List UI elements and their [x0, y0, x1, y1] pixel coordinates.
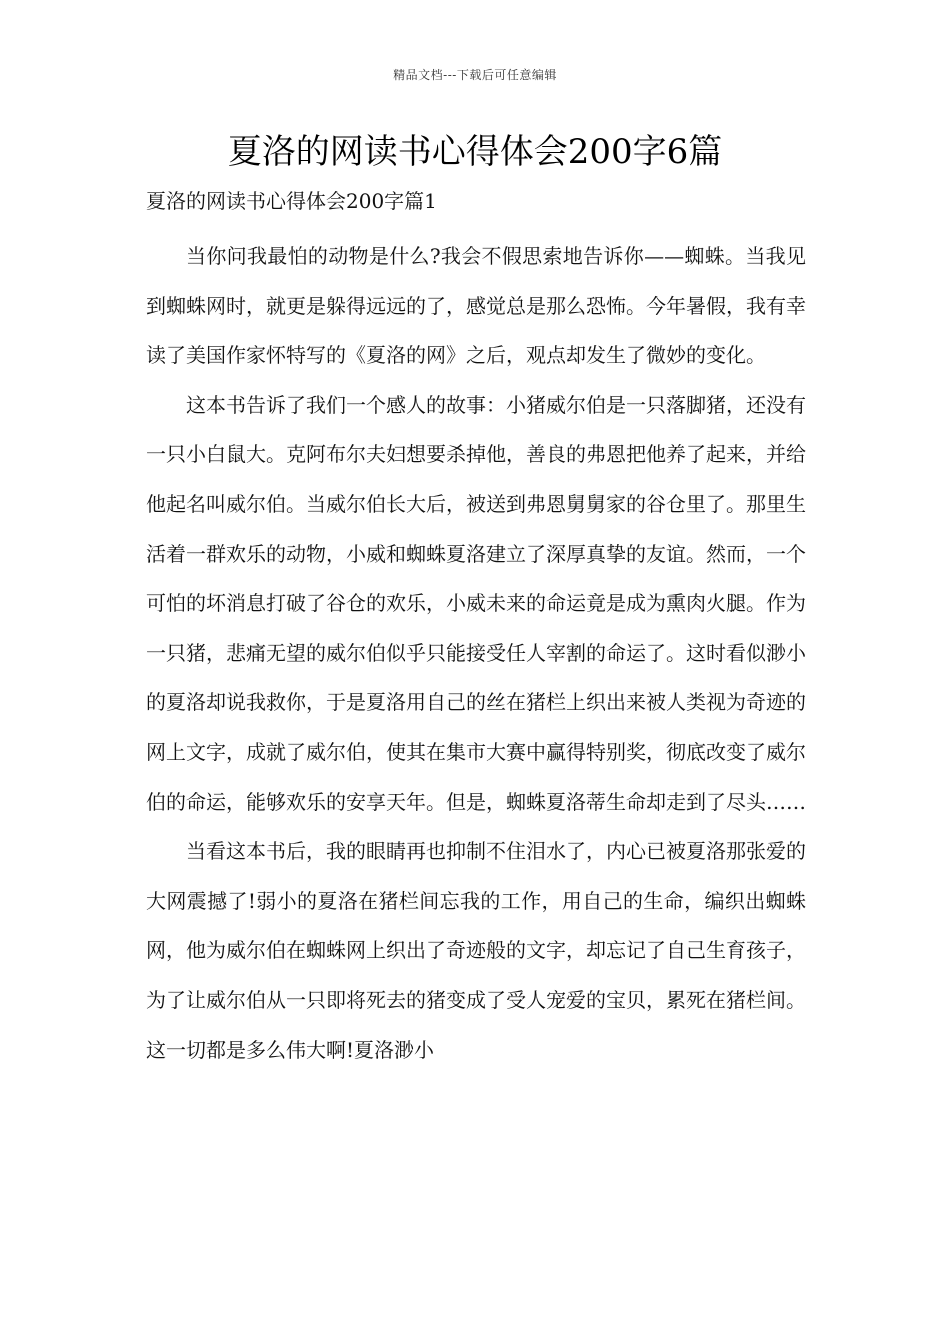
paragraph-3: 当看这本书后，我的眼睛再也抑制不住泪水了，内心已被夏洛那张爱的大网震撼了!弱小的夏洛在猪栏间忘我的工作，用自己的生命，编织出蜘蛛网，他为威尔伯在蜘蛛网上织出了奇迹般的文字，却忘记了自己生育孩子，为了让威尔伯从一只即将死去的猪变成了受人宠爱的宝贝，累死在猪栏间。这一切都是多么伟大啊!夏洛渺小: [146, 839, 806, 1062]
document-title: 夏洛的网读书心得体会200字6篇: [227, 132, 723, 172]
header-note: 精品文档---下载后可任意编辑: [393, 68, 557, 82]
document-body: [146, 232, 806, 1075]
section-heading: 夏洛的网读书心得体会200字篇1: [146, 189, 437, 213]
paragraph-1: 当你问我最怕的动物是什么?我会不假思索地告诉你——蜘蛛。当我见到蜘蛛网时，就更是躲得远远的了，感觉总是那么恐怖。今年暑假，我有幸读了美国作家怀特写的《夏洛的网》之后，观点却发生了微妙的变化。: [146, 244, 806, 368]
paragraph-2: 这本书告诉了我们一个感人的故事：小猪威尔伯是一只落脚猪，还没有一只小白鼠大。克阿布尔夫妇想要杀掉他，善良的弗恩把他养了起来，并给他起名叫威尔伯。当威尔伯长大后，被送到弗恩舅舅家的谷仓里了。那里生活着一群欢乐的动物，小威和蜘蛛夏洛建立了深厚真挚的友谊。然而，一个可怕的坏消息打破了谷仓的欢乐，小威未来的命运竟是成为熏肉火腿。作为一只猪，悲痛无望的威尔伯似乎只能接受任人宰割的命运了。这时看似渺小的夏洛却说我救你，于是夏洛用自己的丝在猪栏上织出来被人类视为奇迹的网上文字，成就了威尔伯，使其在集市大赛中赢得特别奖，彻底改变了威尔伯的命运，能够欢乐的安享天年。但是，蜘蛛夏洛蒂生命却走到了尽头……: [146, 392, 806, 814]
